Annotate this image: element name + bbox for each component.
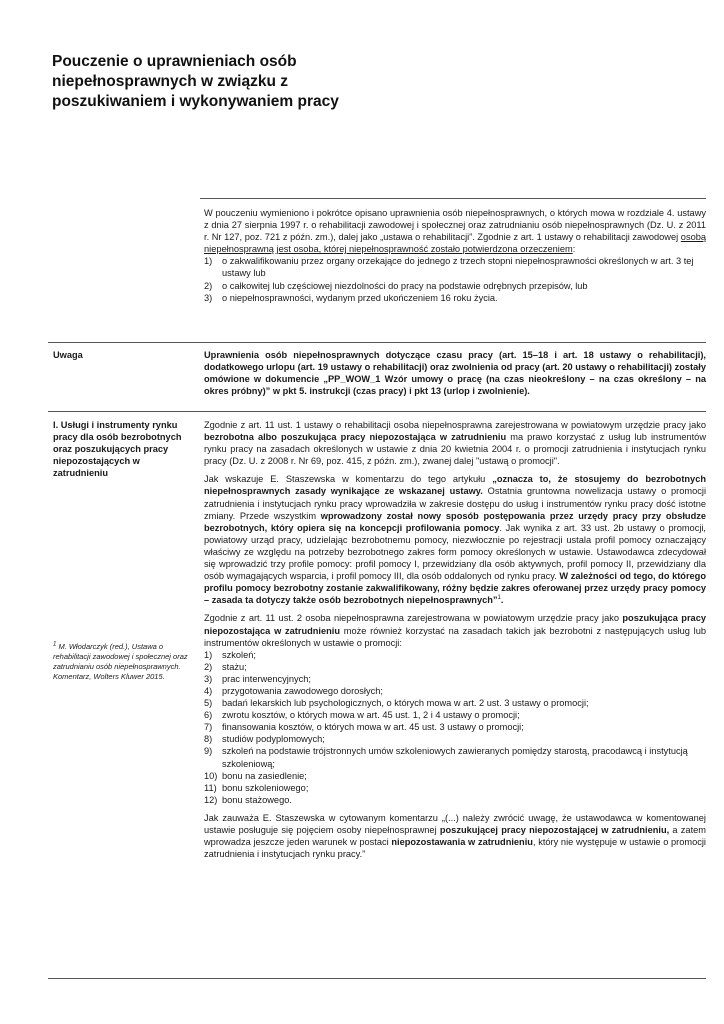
list-item-number: 1) bbox=[204, 649, 213, 660]
list-item bbox=[204, 709, 706, 721]
section-label: I. Usługi i instrumenty rynku pracy dla osób bezrobotnych oraz poszukujących pracy niepozostających w zatrudnieniu bbox=[53, 420, 182, 478]
list-item-text: bonu stażowego. bbox=[222, 794, 292, 805]
divider bbox=[48, 978, 706, 979]
list-item-text: o całkowitej lub częściowej niezdolności do pracy na podstawie odrębnych przepisów, lub bbox=[222, 280, 588, 291]
list-item-number: 9) bbox=[204, 746, 213, 757]
list-item-number: 10) bbox=[204, 770, 218, 781]
section1-paragraph-1: Zgodnie z art. 11 ust. 1 ustawy o rehabilitacji osoba niepełnosprawna zarejestrowana w powiatowym urzędzie pracy jako bezrobotna albo poszukująca pracy niepozostająca w zatrudnieniu ma prawo korzystać z usług lub instrumentów rynku pracy na zasadach określonych w ustawie z dnia 20 kwietnia 2004 r. o promocji zatrudnienia i instytucjach rynku pracy (Dz. U. z 2008 r. Nr 69, poz. 415, z późn. zm.), zwanej dalej "ustawą o promocji". bbox=[204, 420, 707, 467]
divider bbox=[48, 411, 706, 412]
section1-list bbox=[204, 649, 706, 806]
list-item-text: finansowania kosztów, o których mowa w art. 45 ust. 3 ustawy o promocji; bbox=[222, 722, 524, 733]
list-item-number: 1) bbox=[204, 256, 213, 267]
section1-paragraph-3: Zgodnie z art. 11 ust. 2 osoba niepełnosprawna zarejestrowana w powiatowym urzędzie pracy jako poszukująca pracy niepozostająca w zatrudnieniu może również korzystać na zasadach takich jak bezrobotni z następujących usług lub instrumentów określonych w ustawie o promocji: bbox=[204, 613, 706, 648]
list-item-text: o zakwalifikowaniu przez organy orzekające do jednego z trzech stopni niepełnosprawności określonych w art. 3 tej ustawy lub bbox=[222, 256, 694, 279]
list-item-number: 2) bbox=[204, 280, 213, 291]
list-item bbox=[204, 649, 706, 661]
uwaga-text: Uprawnienia osób niepełnosprawnych dotyczące czasu pracy (art. 15–18 i art. 18 ustawy o rehabilitacji), dodatkowego urlopu (art. 19 ustawy o rehabilitacji) oraz zwolnienia od pracy (art. 20 ustawy o rehabilitacji) zostały omówione w dokumencie „PP_WOW_1 Wzór umowy o pracę (na czas nieokreślony – na czas określony – na okres próbny)” w pkt 5. instrukcji (czas pracy) i pkt 13 (urlop i zwolnienie). bbox=[204, 350, 706, 397]
section1-paragraph-4: Jak zauważa E. Staszewska w cytowanym komentarzu „(...) należy zwrócić uwagę, że ustawodawca w komentowanej ustawie posługuje się pojęciem osoby niepełnosprawnej poszukującej pracy niepozostającej w zatrudnieniu, a zatem wprowadza jeszcze jeden warunek w postaci niepozostawania w zatrudnieniu, który nie występuje w ustawie o promocji zatrudnienia i instytucjach rynku pracy.” bbox=[204, 812, 706, 860]
footnote-reference[interactable]: 1 bbox=[497, 595, 501, 602]
list-item-number: 6) bbox=[204, 710, 213, 721]
footnote bbox=[53, 642, 193, 682]
list-item-text: o niepełnosprawności, wydanym przed ukończeniem 16 roku życia. bbox=[222, 292, 498, 303]
list-item-text: szkoleń; bbox=[222, 649, 256, 660]
list-item-number: 2) bbox=[204, 661, 213, 672]
list-item-text: bonu na zasiedlenie; bbox=[222, 770, 307, 781]
list-item-text: szkoleń na podstawie trójstronnych umów szkoleniowych zawieranych pomiędzy starostą, pracodawcą i instytucją szkoleniową; bbox=[222, 746, 688, 769]
list-item-number: 11) bbox=[204, 782, 217, 793]
list-item bbox=[204, 280, 706, 292]
list-item bbox=[204, 685, 706, 697]
list-item-text: prac interwencyjnych; bbox=[222, 673, 311, 684]
list-item bbox=[204, 697, 706, 709]
divider bbox=[48, 342, 706, 343]
footnote-text: M. Włodarczyk (red.), Ustawa o rehabilitacji zawodowej i społecznej oraz zatrudnianiu osób niepełnosprawnych. Komentarz, Wolters Kluwer 2015. bbox=[53, 642, 188, 681]
uwaga-section bbox=[204, 349, 706, 397]
list-item-text: bonu szkoleniowego; bbox=[222, 782, 309, 793]
list-item-number: 7) bbox=[204, 722, 213, 733]
list-item-text: przygotowania zawodowego dorosłych; bbox=[222, 685, 383, 696]
list-item-number: 12) bbox=[204, 794, 218, 805]
intro-list bbox=[204, 255, 706, 303]
footnote-number: 1 bbox=[53, 641, 57, 648]
divider bbox=[200, 198, 706, 199]
list-item-number: 8) bbox=[204, 734, 213, 745]
section1-paragraph-2: Jak wskazuje E. Staszewska w komentarzu do tego artykułu „oznacza to, że stosujemy do bezrobotnych niepełnosprawnych zasady wynikające ze wskazanej ustawy. Ostatnia gruntowna nowelizacja ustawy o promocji zatrudnienia i instytucjach rynku pracy wprowadziła w zakresie dostępu do usług i instrumentów rynku pracy dość istotne zmiany. Przede wszystkim wprowadzony został nowy sposób postępowania przez urzędy pracy przy obsłudze bezrobotnych, który opiera się na koncepcji profilowania pomocy. Jak wynika z art. 33 ust. 2b ustawy o promocji, powiatowy urząd pracy, udzielając bezrobotnemu pomocy, niezwłocznie po rejestracji ustala profil pomocy oznaczający właściwy ze względu na potrzeby bezrobotnego zakres form pomocy określonych w ustawie. Ustawodawca zdecydował się wprowadzić trzy profile pomocy: profil pomocy I, przewidziany dla osób aktywnych, profil pomocy II, przewidziany dla osób wymagających wsparcia, i profil pomocy III, dla osób oddalonych od rynku pracy. W zależności od tego, do którego profilu pomocy bezrobotny zostanie zakwalifikowany, różny będzie zakres oferowanej przez urzędy pracy pomocy – zasada ta dotyczy także osób bezrobotnych niepełnosprawnych”$^1$. bbox=[204, 474, 707, 606]
list-item-number: 5) bbox=[204, 698, 213, 709]
list-item bbox=[204, 721, 706, 733]
list-item-text: zwrotu kosztów, o których mowa w art. 45 ust. 1, 2 i 4 ustawy o promocji; bbox=[222, 710, 520, 721]
list-item-text: badań lekarskich lub psychologicznych, o których mowa w art. 2 ust. 3 ustawy o promocji; bbox=[222, 698, 589, 709]
list-item-number: 3) bbox=[204, 673, 213, 684]
list-item bbox=[204, 794, 706, 806]
page-title: Pouczenie o uprawnieniach osób niepełnosprawnych w związku z poszukiwaniem i wykonywaniem pracy bbox=[52, 53, 339, 110]
list-item-number: 4) bbox=[204, 685, 213, 696]
list-item bbox=[204, 770, 706, 782]
list-item-number: 3) bbox=[204, 292, 213, 303]
list-item bbox=[204, 745, 706, 769]
section1-content bbox=[204, 419, 706, 860]
intro-section bbox=[204, 207, 706, 304]
uwaga-label: Uwaga bbox=[53, 350, 83, 360]
list-item bbox=[204, 733, 706, 745]
list-item-text: studiów podyplomowych; bbox=[222, 734, 325, 745]
definition-underlined: osobą niepełnosprawną jest osoba, której niepełnosprawność zostało potwierdzona orzeczeniem bbox=[204, 232, 706, 255]
list-item bbox=[204, 661, 706, 673]
list-item bbox=[204, 782, 706, 794]
list-item bbox=[204, 673, 706, 685]
list-item-text: stażu; bbox=[222, 661, 247, 672]
list-item bbox=[204, 255, 706, 279]
list-item bbox=[204, 292, 706, 304]
intro-paragraph: W pouczeniu wymieniono i pokrótce opisano uprawnienia osób niepełnosprawnych, o których mowa w rozdziale 4. ustawy z dnia 27 sierpnia 1997 r. o rehabilitacji zawodowej i społecznej oraz zatrudnianiu osób niepełnosprawnych (Dz. U. z 2011 r. Nr 127, poz. 721 z późn. zm.), dalej jako „ustawa o rehabilitacji”. Zgodnie z art. 1 ustawy o rehabilitacji zawodowej osobą niepełnosprawną jest osoba, której niepełnosprawność zostało potwierdzona orzeczeniem: bbox=[204, 208, 706, 255]
